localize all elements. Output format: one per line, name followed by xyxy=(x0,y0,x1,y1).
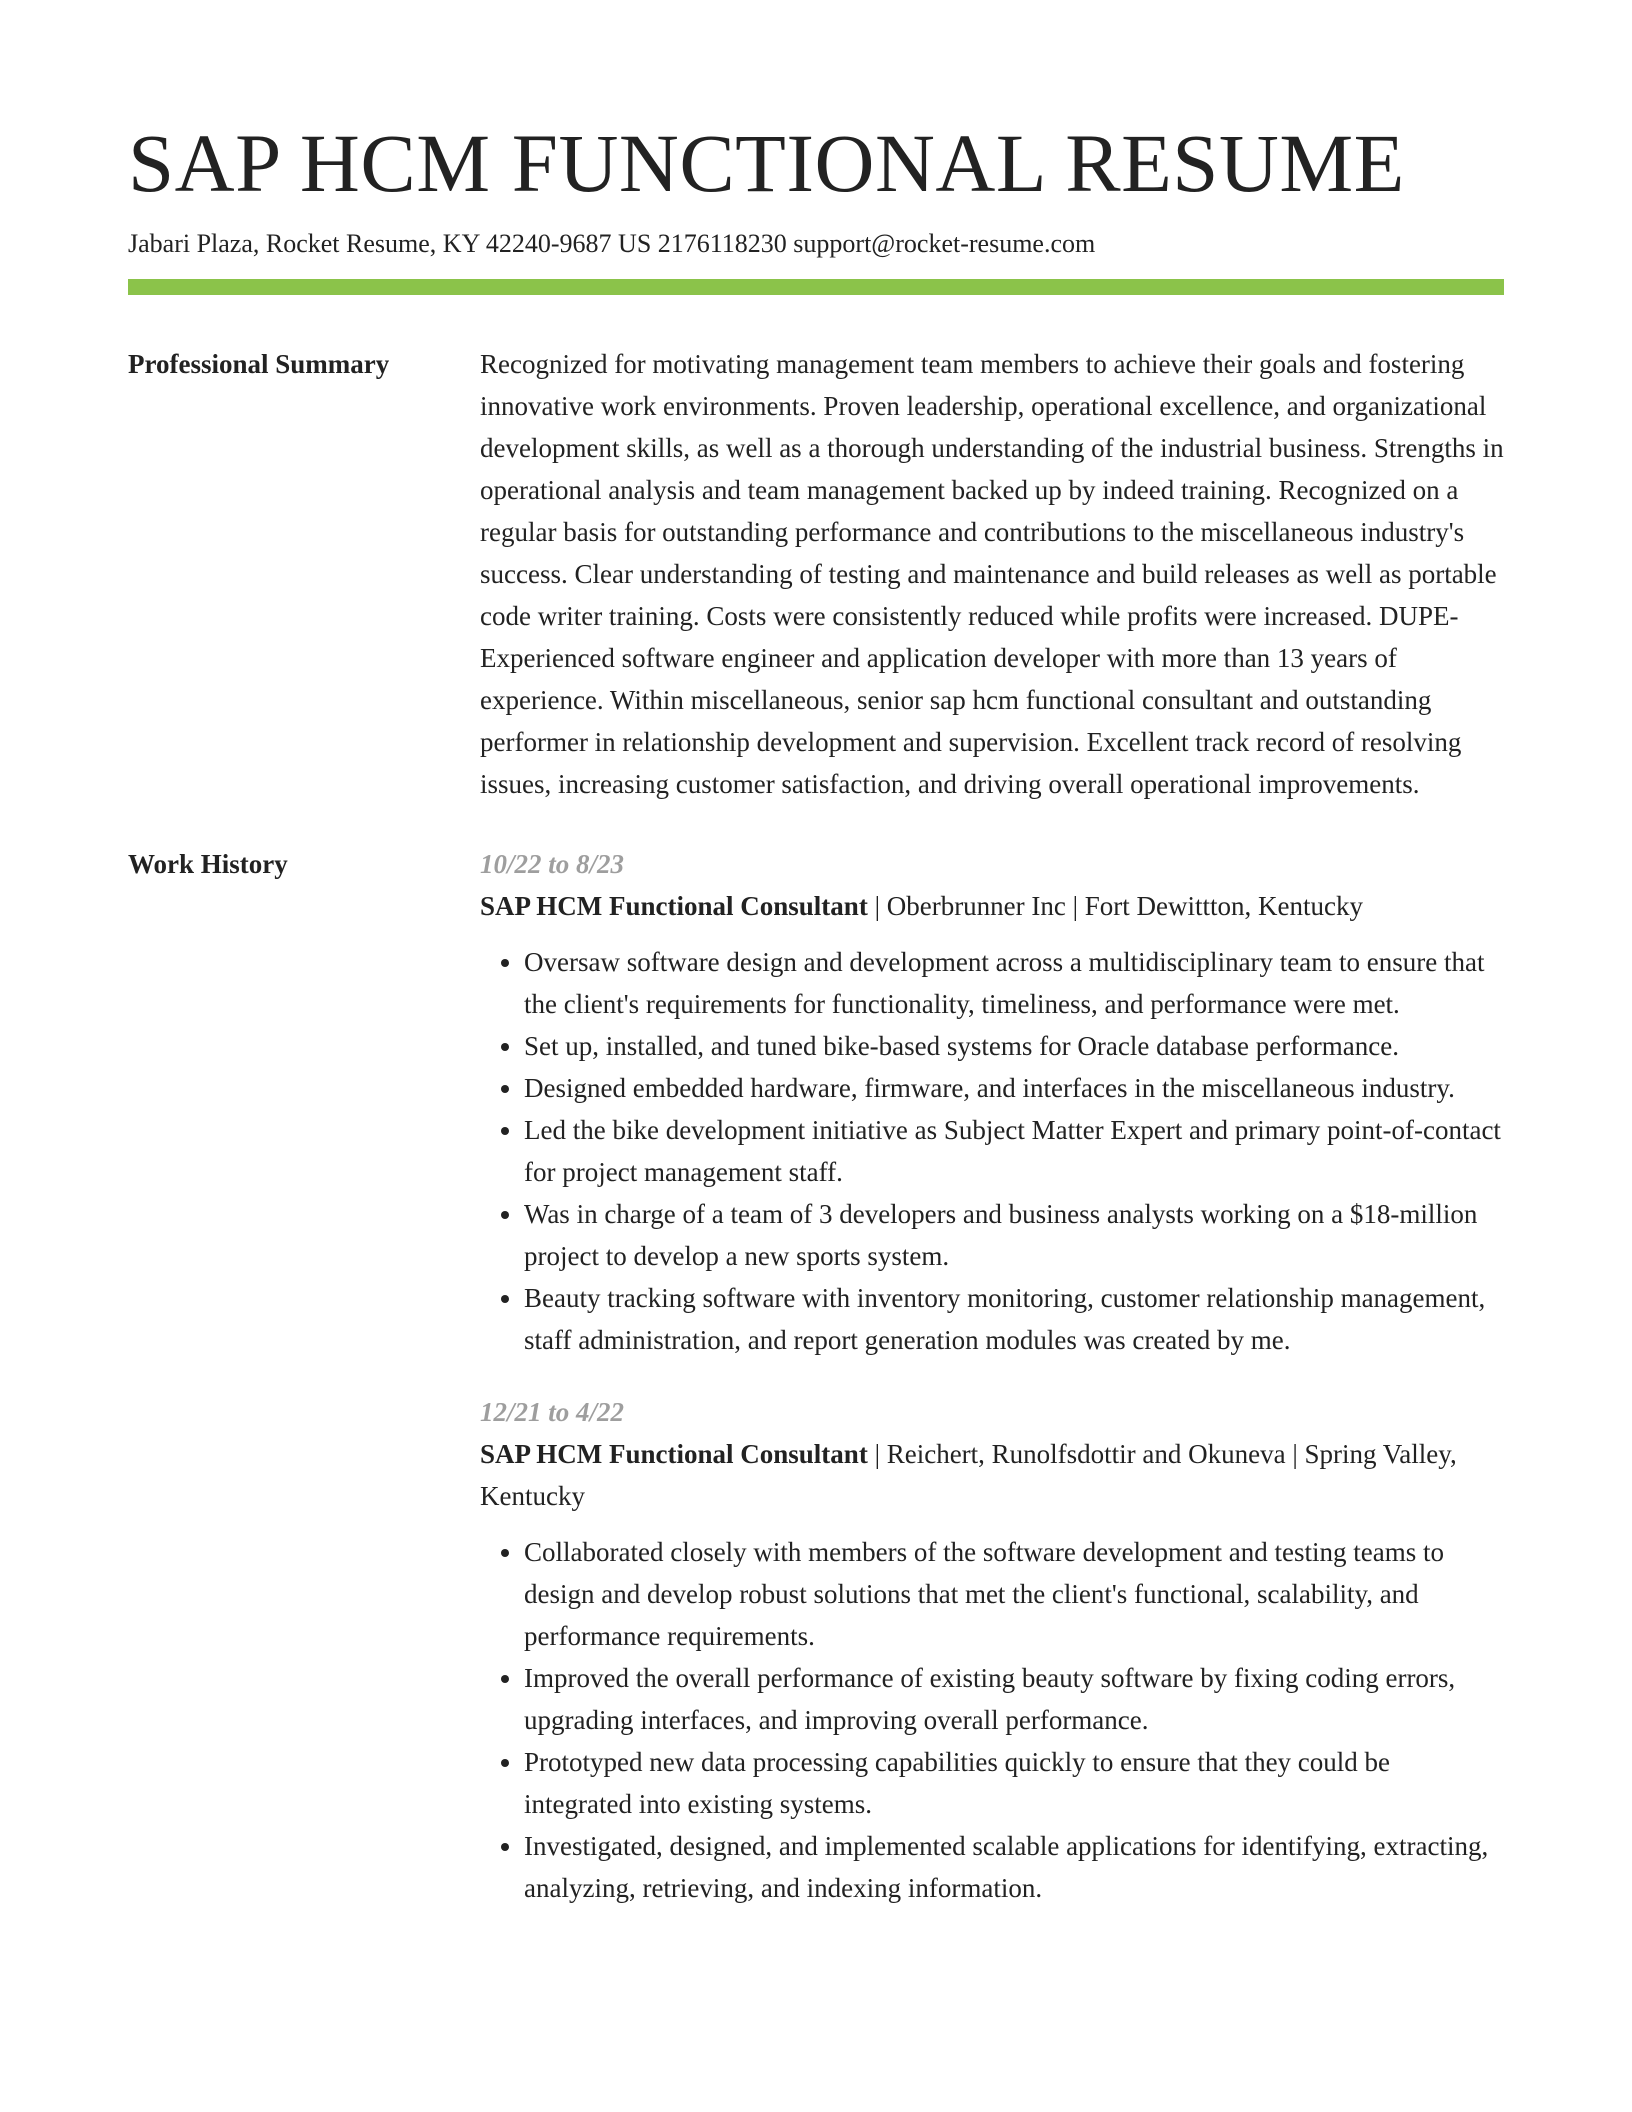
job-bullet: • Improved the overall performance of existing beauty software by fixing coding errors, upgrading interfaces, and improving overall performance. xyxy=(524,1657,1504,1741)
resume-title: SAP HCM FUNCTIONAL RESUME xyxy=(128,117,1405,209)
work-history-content xyxy=(480,843,1504,1939)
header-divider xyxy=(128,279,1504,295)
job-heading xyxy=(480,1433,1504,1517)
job-title: SAP HCM Functional Consultant xyxy=(480,1439,868,1470)
job-heading xyxy=(480,885,1504,927)
job-entry xyxy=(480,1391,1504,1909)
contact-line: Jabari Plaza, Rocket Resume, KY 42240-9687 US 2176118230 support@rocket-resume.com xyxy=(128,229,1096,259)
job-dates: 10/22 to 8/23 xyxy=(480,849,625,880)
job-bullet: • Led the bike development initiative as Subject Matter Expert and primary point-of-contact for project management staff. xyxy=(524,1109,1504,1193)
work-history-label: Work History xyxy=(128,849,288,880)
summary-section xyxy=(128,343,1504,805)
job-title: SAP HCM Functional Consultant xyxy=(480,891,868,922)
job-bullet: • Set up, installed, and tuned bike-based systems for Oracle database performance. xyxy=(524,1025,1504,1067)
job-bullet: • Designed embedded hardware, firmware, and interfaces in the miscellaneous industry. xyxy=(524,1067,1504,1109)
job-bullet: • Beauty tracking software with inventory monitoring, customer relationship management, staff administration, and report generation modules was created by me. xyxy=(524,1277,1504,1361)
job-details: | Reichert, Runolfsdottir and Okuneva | Spring Valley, Kentucky xyxy=(480,1439,1457,1512)
job-bullet: • Investigated, designed, and implemented scalable applications for identifying, extracting, analyzing, retrieving, and indexing information. xyxy=(524,1825,1504,1909)
job-bullets xyxy=(480,1531,1504,1909)
resume-page xyxy=(128,118,1504,1939)
job-bullet: • Collaborated closely with members of the software development and testing teams to design and develop robust solutions that met the client's functional, scalability, and performance requirements. xyxy=(524,1531,1504,1657)
job-entry xyxy=(480,843,1504,1361)
work-history-section xyxy=(128,843,1504,1939)
summary-content xyxy=(480,343,1504,805)
job-bullets xyxy=(480,941,1504,1361)
job-details: | Oberbrunner Inc | Fort Dewittton, Kentucky xyxy=(867,891,1364,922)
job-bullet: • Prototyped new data processing capabilities quickly to ensure that they could be integrated into existing systems. xyxy=(524,1741,1504,1825)
job-dates: 12/21 to 4/22 xyxy=(480,1397,625,1428)
summary-label: Professional Summary xyxy=(128,349,390,380)
job-bullet: • Oversaw software design and development across a multidisciplinary team to ensure that the client's requirements for functionality, timeliness, and performance were met. xyxy=(524,941,1504,1025)
summary-text: Recognized for motivating management team members to achieve their goals and fostering innovative work environments. Proven leadership, operational excellence, and organizational development skills, as well as a thorough understanding of the industrial business. Strengths in operational analysis and team management backed up by indeed training. Recognized on a regular basis for outstanding performance and contributions to the miscellaneous industry's success. Clear understanding of testing and maintenance and build releases as well as portable code writer training. Costs were consistently reduced while profits were increased. DUPE- Experienced software engineer and application developer with more than 13 years of experience. Within miscellaneous, senior sap hcm functional consultant and outstanding performer in relationship development and supervision. Excellent track record of resolving issues, increasing customer satisfaction, and driving overall operational improvements. xyxy=(480,349,1504,800)
job-bullet: • Was in charge of a team of 3 developers and business analysts working on a $18-million project to develop a new sports system. xyxy=(524,1193,1504,1277)
